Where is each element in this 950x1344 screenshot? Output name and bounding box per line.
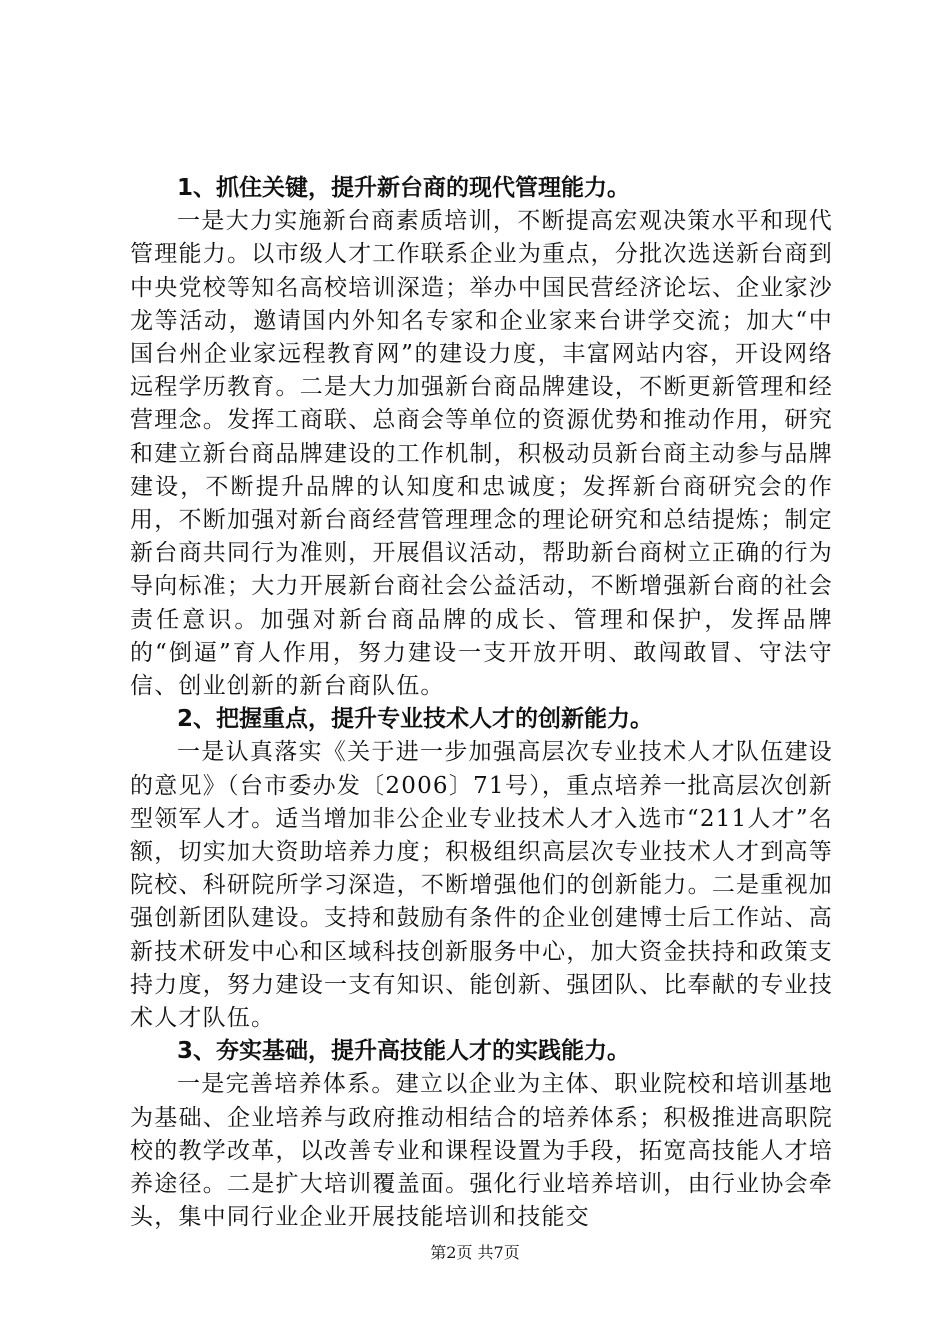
section-3-paragraph: 一是完善培养体系。建立以企业为主体、职业院校和培训基地为基础、企业培养与政府推动相结合的培养体系；积极推进高职院校的教学改革，以改善专业和课程设置为手段，拓宽高技能人才培养途径。二是扩大培训覆盖面。强化行业培养培训，由行业协会牵头，集中同行业企业开展技能培训和技能交 [130,1071,833,1231]
section-2-heading: 2、把握重点，提升专业技术人才的创新能力。 [177,706,654,733]
section-1-paragraph: 一是大力实施新台商素质培训，不断提高宏观决策水平和现代管理能力。以市级人才工作联系企业为重点，分批次选送新台商到中央党校等知名高校培训深造；举办中国民营经济论坛、企业家沙龙等活动，邀请国内外知名专家和企业家来台讲学交流；加大“中国台州企业家远程教育网”的建设力度，丰富网站内容，开设网络远程学历教育。二是大力加强新台商品牌建设，不断更新管理和经营理念。发挥工商联、总商会等单位的资源优势和推动作用，研究和建立新台商品牌建设的工作机制，积极动员新台商主动参与品牌建设，不断提升品牌的认知度和忠诚度；发挥新台商研究会的作用，不断加强对新台商经营管理理念的理论研究和总结提炼；制定新台商共同行为准则，开展倡议活动，帮助新台商树立正确的行为导向标准；大力开展新台商社会公益活动，不断增强新台商的社会责任意识。加强对新台商品牌的成长、管理和保护，发挥品牌的“倒逼”育人作用，努力建设一支开放开明、敢闯敢冒、守法守信、创业创新的新台商队伍。 [130,208,833,700]
document-body [130,172,833,1235]
section-3-heading: 3、夯实基础，提升高技能人才的实践能力。 [177,1038,631,1065]
section-2-paragraph: 一是认真落实《关于进一步加强高层次专业技术人才队伍建设的意见》（台市委办发〔2006〕71号），重点培养一批高层次创新型领军人才。适当增加非公企业专业技术人才入选市“211人才”名额，切实加大资助培养力度；积极组织高层次专业技术人才到高等院校、科研院所学习深造，不断增强他们的创新能力。二是重视加强创新团队建设。支持和鼓励有条件的企业创建博士后工作站、高新技术研发中心和区域科技创新服务中心，加大资金扶持和政策支持力度，努力建设一支有知识、能创新、强团队、比奉献的专业技术人才队伍。 [130,739,833,1032]
section-1-heading: 1、抓住关键，提升新台商的现代管理能力。 [177,175,631,201]
page-footer: 第2页 共7页 [430,1243,520,1262]
